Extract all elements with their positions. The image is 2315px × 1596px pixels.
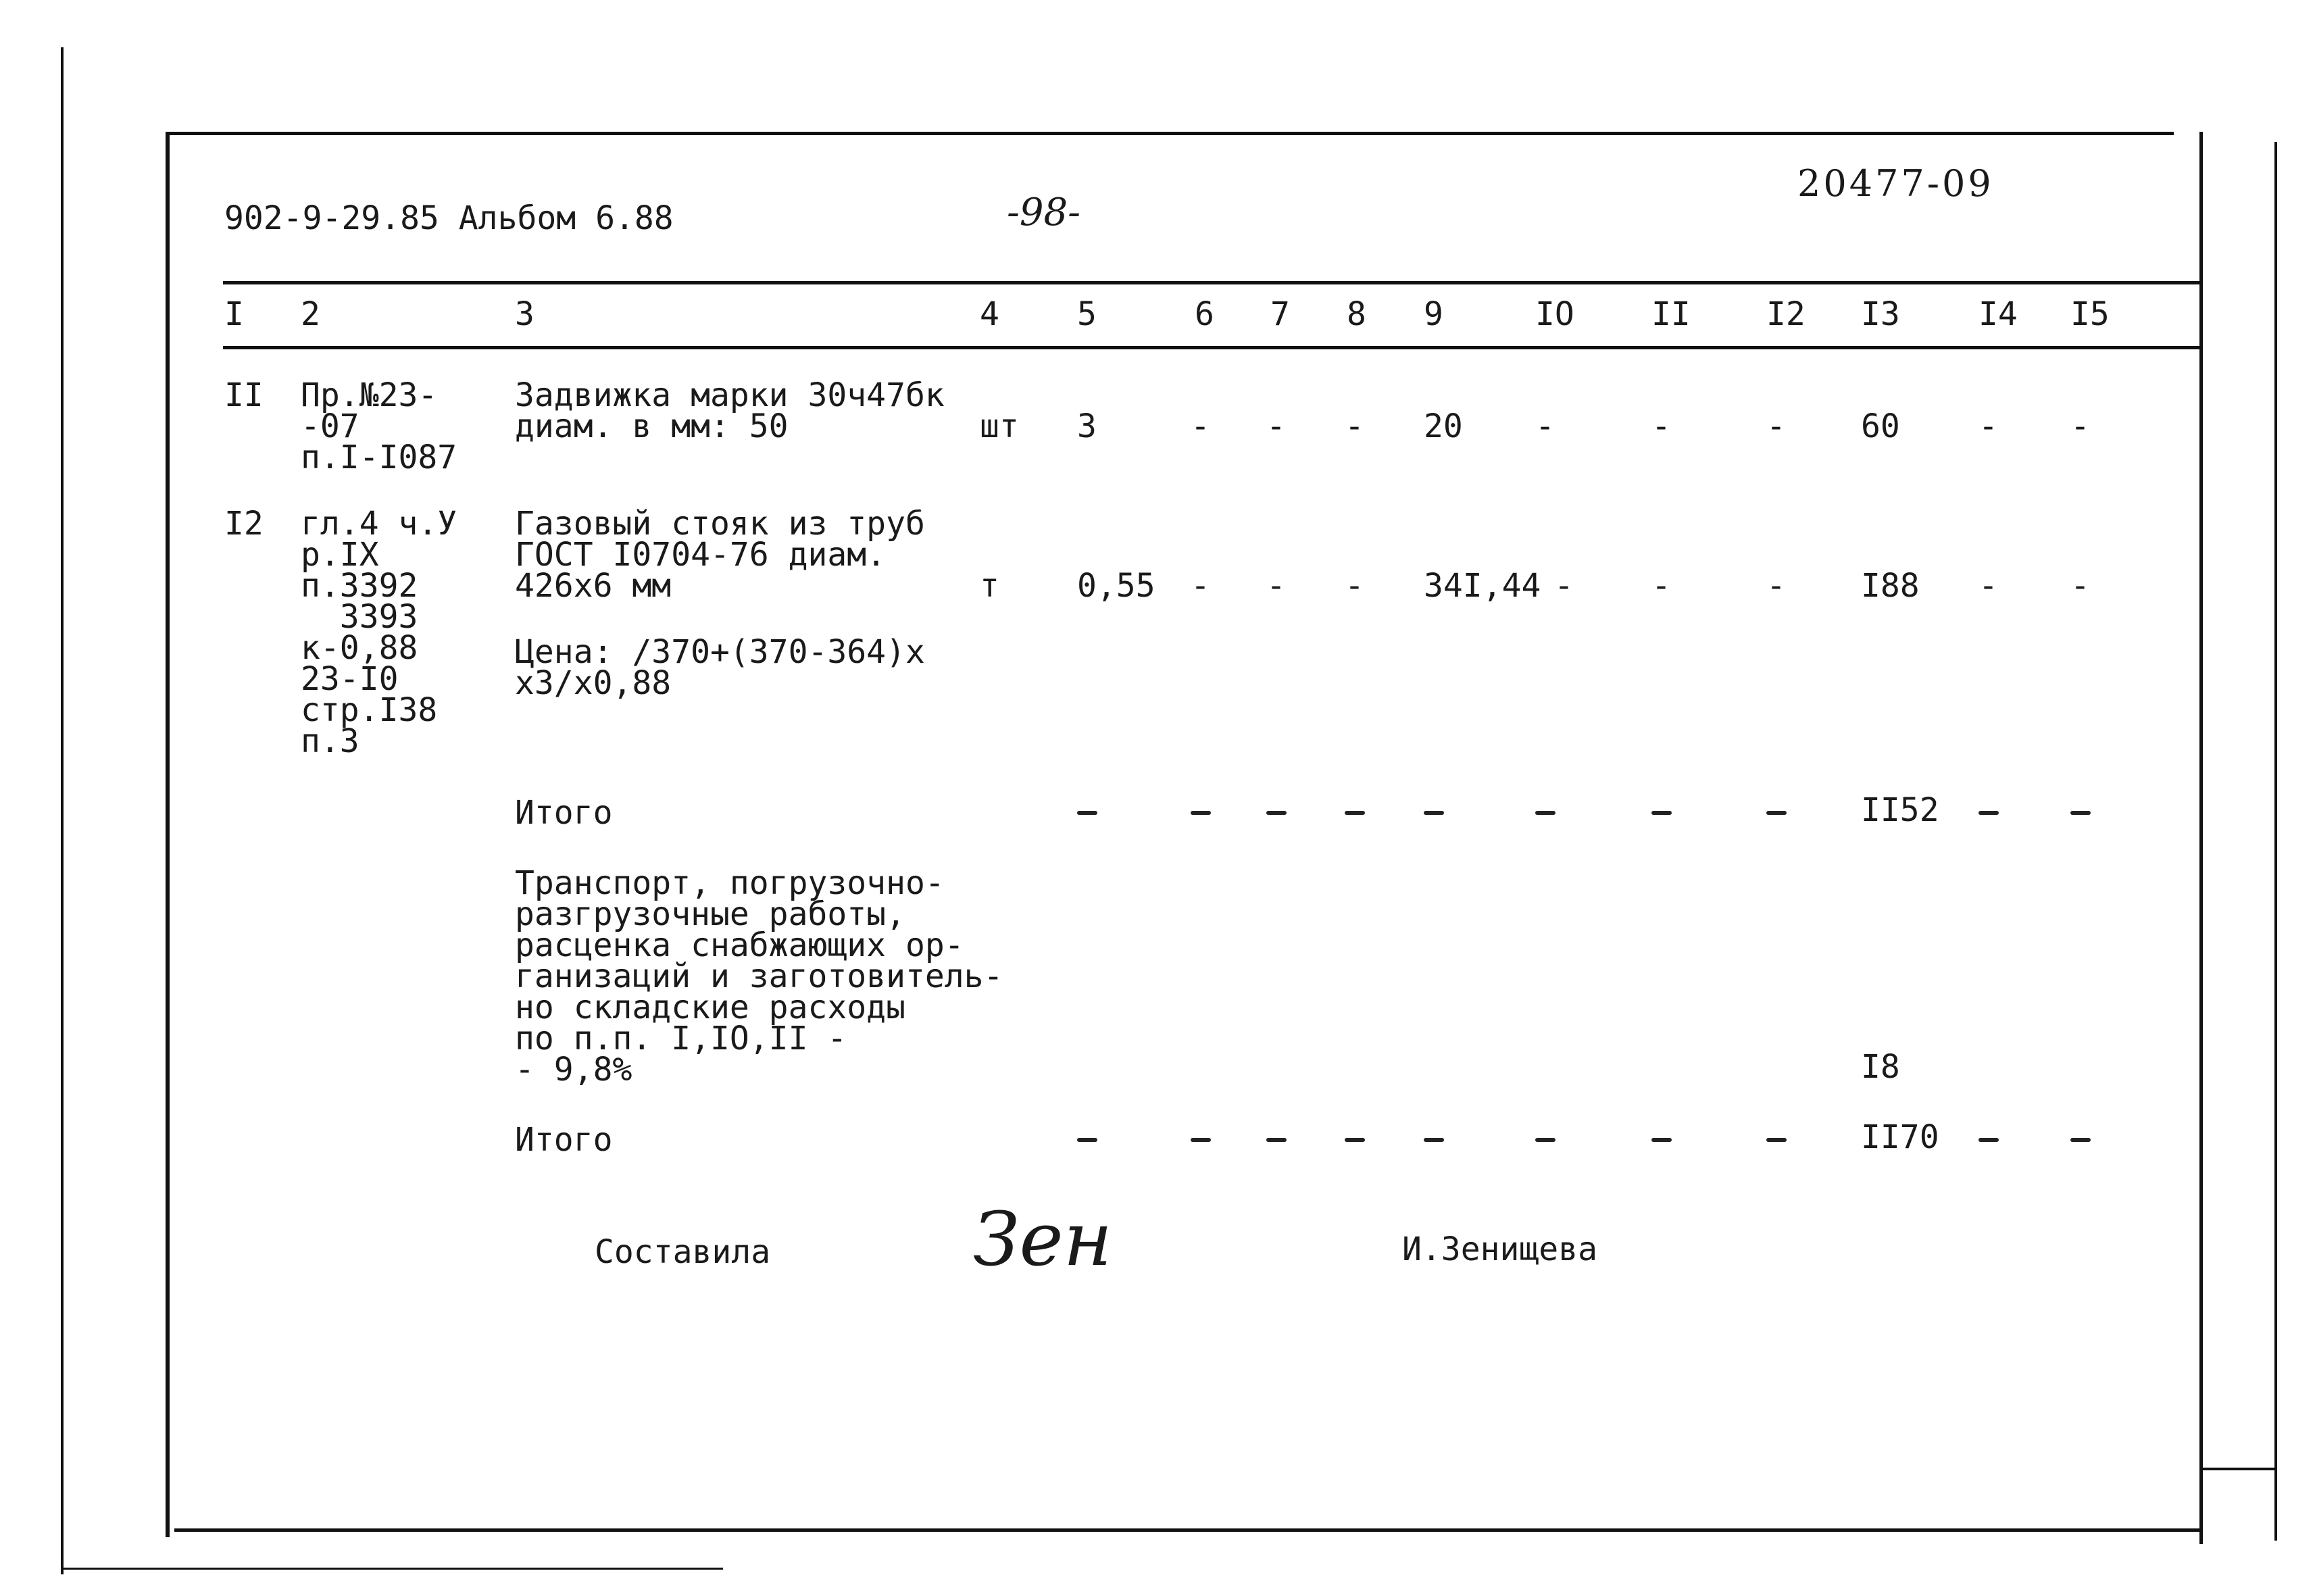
table-header-bottom bbox=[223, 346, 2203, 349]
col-header-1: I bbox=[224, 295, 244, 333]
row-reference-line: 3393 bbox=[301, 598, 418, 636]
row-description-line: 426х6 мм bbox=[515, 567, 672, 605]
row-col9: 20 bbox=[1424, 407, 1463, 445]
col-header-15: I5 bbox=[2070, 295, 2110, 333]
row-reference-line: гл.4 ч.У bbox=[301, 505, 457, 543]
row-reference-line: п.3392 bbox=[301, 567, 418, 605]
row-price-line: х3/х0,88 bbox=[515, 664, 672, 702]
empty-dash bbox=[1191, 811, 1211, 815]
handwritten-signature: Зен bbox=[973, 1196, 1113, 1282]
col-header-4: 4 bbox=[980, 295, 999, 333]
row-col12: - bbox=[1766, 407, 1786, 445]
row-col6: - bbox=[1191, 407, 1210, 445]
empty-dash bbox=[1424, 1138, 1444, 1142]
right-outer-line bbox=[2274, 142, 2277, 1541]
row-col7: - bbox=[1266, 567, 1286, 605]
empty-dash bbox=[1191, 1138, 1211, 1142]
empty-dash bbox=[1978, 1138, 1999, 1142]
empty-dash bbox=[1266, 1138, 1287, 1142]
row-description-line: диам. в мм: 50 bbox=[515, 407, 789, 445]
empty-dash bbox=[1535, 811, 1555, 815]
row-reference-line: Пр.№23- bbox=[301, 376, 438, 414]
row-col11: - bbox=[1651, 407, 1671, 445]
empty-dash bbox=[1424, 811, 1444, 815]
col-header-7: 7 bbox=[1270, 295, 1290, 333]
row-col6: - bbox=[1191, 567, 1210, 605]
row-reference-line: -07 bbox=[301, 407, 359, 445]
document-reference: 902-9-29.85 Альбом 6.88 bbox=[224, 199, 674, 237]
row-col14: - bbox=[1978, 567, 1998, 605]
row-col9: 34I,44 bbox=[1424, 567, 1541, 605]
row-col13: I88 bbox=[1861, 567, 1920, 605]
empty-dash bbox=[1077, 1138, 1097, 1142]
transport-line: - 9,8% bbox=[515, 1051, 632, 1089]
row-col10: - bbox=[1554, 567, 1574, 605]
col-header-9: 9 bbox=[1424, 295, 1443, 333]
col-header-6: 6 bbox=[1195, 295, 1214, 333]
empty-dash bbox=[1345, 1138, 1365, 1142]
empty-dash bbox=[1978, 811, 1999, 815]
row-reference-line: стр.I38 bbox=[301, 691, 438, 729]
col-header-13: I3 bbox=[1861, 295, 1900, 333]
row-unit: т bbox=[980, 567, 999, 605]
row-quantity: 0,55 bbox=[1077, 567, 1155, 605]
total-value: II70 bbox=[1861, 1118, 1939, 1156]
empty-dash bbox=[1766, 1138, 1787, 1142]
empty-dash bbox=[1535, 1138, 1555, 1142]
document-number: 20477-09 bbox=[1797, 162, 1994, 205]
col-header-11: II bbox=[1651, 295, 1691, 333]
empty-dash bbox=[1651, 811, 1672, 815]
row-reference-line: 23-I0 bbox=[301, 660, 399, 698]
transport-line: Транспорт, погрузочно- bbox=[515, 864, 945, 902]
empty-dash bbox=[1345, 811, 1365, 815]
signer-name: И.Зенищева bbox=[1402, 1230, 1597, 1268]
row-col14: - bbox=[1978, 407, 1998, 445]
row-description-line: ГОСТ I0704-76 диам. bbox=[515, 536, 887, 574]
total-value: II52 bbox=[1861, 791, 1939, 829]
row-number: I2 bbox=[224, 505, 264, 543]
row-price-line: Цена: /370+(370-364)х bbox=[515, 633, 925, 671]
row-quantity: 3 bbox=[1077, 407, 1097, 445]
row-col15: - bbox=[2070, 567, 2090, 605]
col-header-14: I4 bbox=[1978, 295, 2018, 333]
page-number-mark: -98- bbox=[1007, 191, 1081, 234]
frame-right bbox=[2199, 132, 2203, 1544]
signature-label: Составила bbox=[595, 1233, 771, 1271]
transport-line: расценка снабжающих ор- bbox=[515, 926, 964, 964]
row-col8: - bbox=[1345, 567, 1364, 605]
total-label: Итого bbox=[515, 1121, 613, 1159]
row-col11: - bbox=[1651, 567, 1671, 605]
row-col13: 60 bbox=[1861, 407, 1900, 445]
row-reference-line: к-0,88 bbox=[301, 629, 418, 667]
row-number: II bbox=[224, 376, 264, 414]
empty-dash bbox=[1766, 811, 1787, 815]
transport-value: I8 bbox=[1861, 1048, 1900, 1086]
frame-bottom bbox=[174, 1528, 2201, 1532]
table-header-top bbox=[223, 281, 2203, 284]
row-description-line: Газовый стояк из труб bbox=[515, 505, 925, 543]
row-reference-line: п.I-I087 bbox=[301, 439, 457, 476]
total-label: Итого bbox=[515, 794, 613, 832]
left-margin-line bbox=[61, 47, 64, 1574]
col-header-8: 8 bbox=[1347, 295, 1366, 333]
transport-line: но складские расходы bbox=[515, 989, 905, 1026]
col-header-10: IO bbox=[1535, 295, 1574, 333]
col-header-2: 2 bbox=[301, 295, 320, 333]
empty-dash bbox=[2070, 1138, 2091, 1142]
row-col10: - bbox=[1535, 407, 1555, 445]
transport-line: разгрузочные работы, bbox=[515, 895, 905, 933]
right-corner-tick bbox=[2201, 1468, 2276, 1470]
row-description-line: Задвижка марки 30ч47бк bbox=[515, 376, 945, 414]
row-reference-line: р.IX bbox=[301, 536, 379, 574]
frame-left bbox=[166, 132, 170, 1537]
row-col7: - bbox=[1266, 407, 1286, 445]
empty-dash bbox=[1651, 1138, 1672, 1142]
bottom-margin-line bbox=[61, 1568, 723, 1570]
empty-dash bbox=[1266, 811, 1287, 815]
row-col8: - bbox=[1345, 407, 1364, 445]
col-header-3: 3 bbox=[515, 295, 534, 333]
empty-dash bbox=[1077, 811, 1097, 815]
col-header-12: I2 bbox=[1766, 295, 1806, 333]
transport-line: по п.п. I,IO,II - bbox=[515, 1020, 847, 1057]
col-header-5: 5 bbox=[1077, 295, 1097, 333]
frame-top bbox=[166, 132, 2174, 135]
row-unit: шт bbox=[980, 407, 1019, 445]
empty-dash bbox=[2070, 811, 2091, 815]
transport-line: ганизаций и заготовитель- bbox=[515, 957, 1003, 995]
row-col12: - bbox=[1766, 567, 1786, 605]
row-col15: - bbox=[2070, 407, 2090, 445]
row-reference-line: п.3 bbox=[301, 722, 359, 760]
